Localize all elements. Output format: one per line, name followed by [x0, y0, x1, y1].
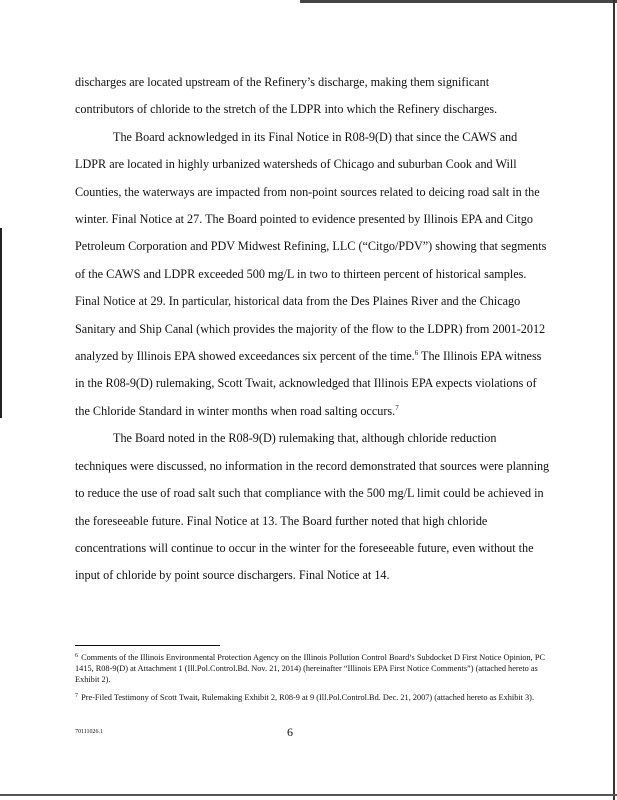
footnote-text: Pre-Filed Testimony of Scott Twait, Rulemaking Exhibit 2, R08-9 at 9 (Ill.Pol.Control.Bd. Dec. 21, 2007) (attached hereto as Exhibit 3).: [79, 693, 535, 702]
page-number: 6: [287, 725, 293, 739]
paragraph-text: The Board acknowledged in its Final Notice in R08-9(D) that since the CAWS and LDPR are located in highly urbanized watersheds of Chicago and suburban Cook and Will Counties, the waterways are impacted from non-point sources related to deicing road salt in the winter. Final Notice at 27. The Board pointed to evidence presented by Illinois EPA and Citgo Petroleum Corporation and PDV Midwest Refining, LLC (“Citgo/PDV”) showing that segments of the CAWS and LDPR exceeded 500 mg/L in two to thirteen percent of historical samples. Final Notice at 29. In particular, historical data from the Des Plaines River and the Chicago Sanitary and Ship Canal (which provides the majority of the flow to the LDPR) from 2001-2012 analyzed by Illinois EPA showed exceedances six percent of the time.: [75, 129, 547, 364]
footnote-6: [75, 652, 557, 685]
paragraph-final-notice: [75, 124, 551, 425]
scan-edge-left: [0, 228, 2, 418]
paragraph-text-continued: The Illinois EPA witness in the R08-9(D) rulemaking, Scott Twait, acknowledged that Illinois EPA expects violations of the Chloride Standard in winter months when road salting occurs.: [75, 349, 542, 418]
footnote-ref-7[interactable]: 7: [395, 403, 399, 412]
footnote-ref-6[interactable]: 6: [414, 349, 419, 358]
footnotes: [75, 652, 557, 710]
footnote-separator: [75, 645, 220, 646]
footnote-text: Comments of the Illinois Environmental Protection Agency on the Illinois Pollution Control Board’s Subdocket D First Notice Opinion, PC 1415, R08-9(D) at Attachment 1 (Ill.Pol.Control.Bd. Nov. 21, 2014) (hereinafter “Illinois EPA First Notice Comments”) (attached hereto as Exhibit 2).: [75, 653, 545, 684]
scan-edge-right: [613, 0, 615, 800]
footnote-7: [75, 692, 557, 703]
footnote-number: 6: [75, 653, 78, 659]
scan-edge-bottom: [0, 794, 617, 796]
footnote-number: 7: [75, 693, 78, 699]
body-text: [75, 69, 551, 590]
scan-edge-top: [300, 0, 617, 3]
paragraph-continuation: discharges are located upstream of the Refinery’s discharge, making them significant contributors of chloride to the stretch of the LDPR into which the Refinery discharges.: [75, 75, 498, 117]
paragraph-road-salt: The Board noted in the R08-9(D) rulemaking that, although chloride reduction techniques were discussed, no information in the record demonstrated that sources were planning to reduce the use of road salt such that compliance with the 500 mg/L limit could be achieved in the foreseeable future. Final Notice at 13. The Board further noted that high chloride concentrations will continue to occur in the winter for the foreseeable future, even without the input of chloride by point source dischargers. Final Notice at 14.: [75, 431, 550, 583]
document-id: 70111026.1: [75, 729, 104, 735]
